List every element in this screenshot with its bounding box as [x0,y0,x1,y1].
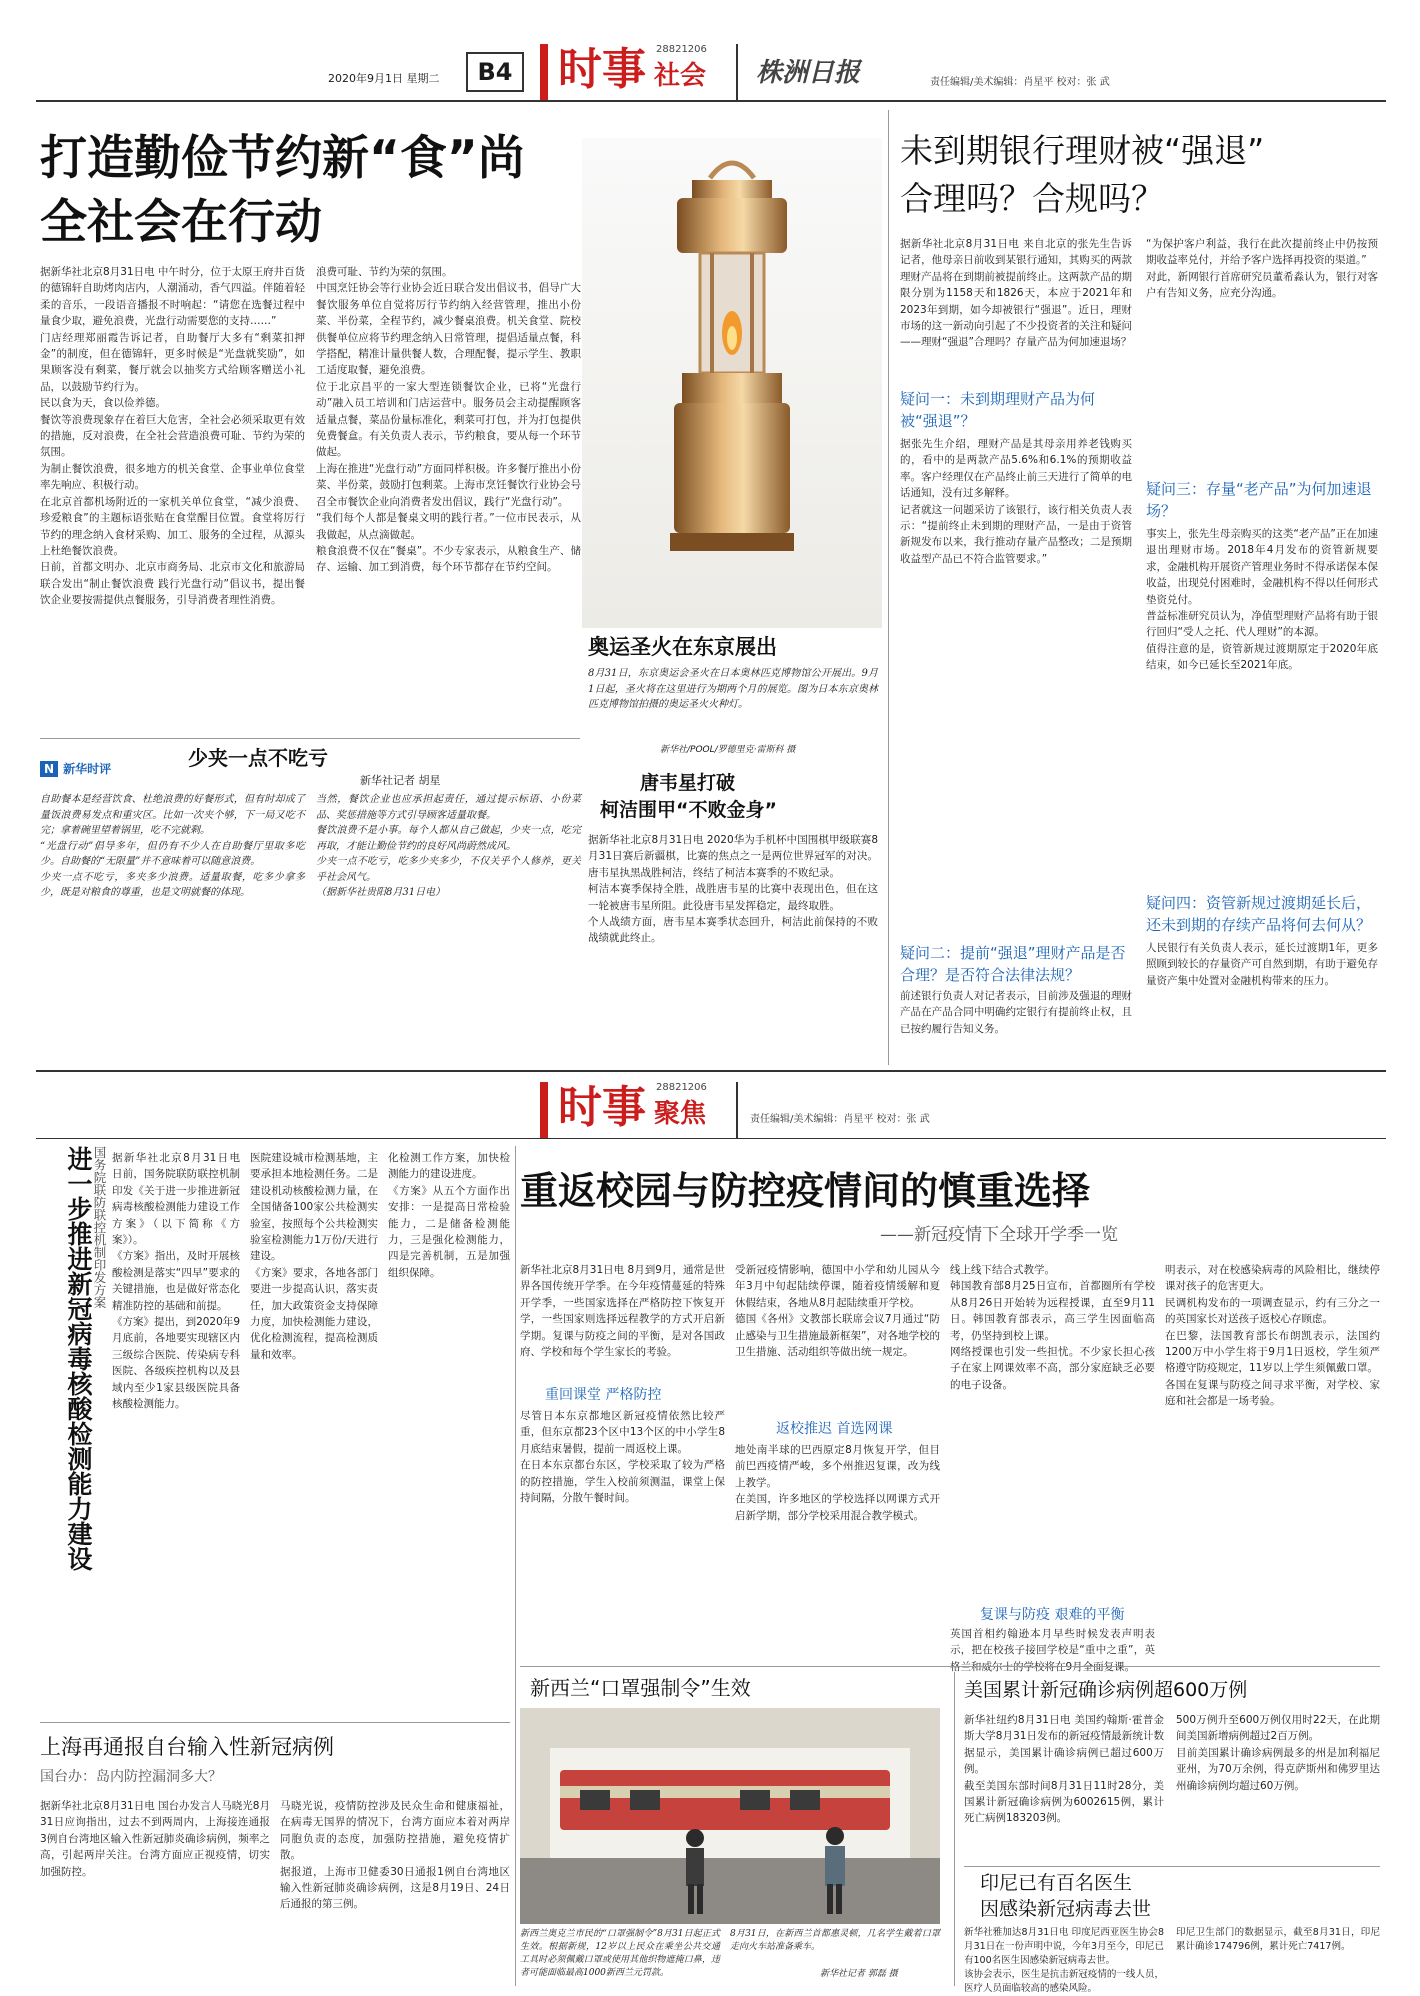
mast-accent-bar [540,44,548,102]
article2-column2c: 人民银行有关负责人表示，延长过渡期1年，更多照顾到较长的存量资产可自然到期，有助于避免存量资产集中处置对金融机构带来的压力。 [1146,942,1378,987]
photo1-credit: 新华社/POOL/罗德里克·雷斯科 摄 [660,745,796,755]
article2-headline-line2: 合理吗？合规吗？ [900,179,1164,218]
article5-column1b: 尽管日本东京都地区新冠疫情依然比较严重，但东京都23个区中13个区的中小学生8月底结束暑假，提前一周返校上课。 在日本东京都台东区，学校采取了较为严格的防控措施，学生入校前须测温，课堂上保持间隔，分散午餐时间。 [520,1410,725,1505]
header2-rule [36,1138,1386,1139]
article5-subheadline: ——新冠疫情下全球开学季一览 [880,1225,1118,1245]
train-station-illustration [520,1708,940,1924]
commentary-byline: 新华社记者 胡星 [360,774,441,787]
commentary-title: 少夹一点不吃亏 [188,746,328,770]
commentary-tag-label: 新华时评 [63,762,112,776]
article2-question1: 疑问一：未到期理财产品为何被“强退”？ [900,390,1096,430]
article2-question3: 疑问三：存量“老产品”为何加速退场？ [1146,480,1372,520]
article4-headline: 上海再通报自台输入性新冠病例 [40,1735,334,1759]
photo1-caption-title: 奥运圣火在东京展出 [588,635,777,659]
news-agency-badge: N [40,761,58,777]
article5-column2: 受新冠疫情影响，德国中小学和幼儿园从今年3月中旬起陆续停课，随着疫情缓解和夏休假结束，各地从8月起陆续重开学校。 德国《各州》文教部长联席会议7月通过“防止感染与卫生措施最新框架”，对各地学校的卫生措施、活动组织等做出统一规定。 [735,1264,940,1359]
article3-column3: 化检测工作方案，加快检测能力的建设进度。 《方案》从五个方面作出安排：一是提高日常检验能力，二是储备检测能力，三是强化检测能力，四是完善机制，五是加强组织保障。 [388,1152,510,1279]
commentary-column2: 当然，餐饮企业也应承担起责任，通过提示标语、小份菜品、奖惩措施等方式引导顾客适量取餐。 餐饮浪费不是小事。每个人都从自己做起，少夹一点，吃完再取，才能让勤俭节约的良好风尚蔚然成风。 少夹一点不吃亏，吃多少夹多少，不仅关乎个人修养，更关乎社会风气。 （据新华社贵阳8月31日电） [316,794,581,898]
article1-headline-line2: 全社会在行动 [40,195,322,250]
article6-rule [520,1666,1380,1667]
new-zealand-train-photo [520,1708,940,1924]
editor2-credit: 责任编辑/美术编辑：肖星平 校对：张 武 [750,1114,930,1125]
commentary-tag [40,758,111,777]
article5-headline: 重返校园与防控疫情间的慎重选择 [520,1169,1091,1213]
section2-title-big: 时事 [558,1082,646,1133]
article5-subhead3: 复课与防疫 艰难的平衡 [980,1607,1125,1623]
article8-column1: 新华社雅加达8月31日电 印度尼西亚医生协会8月31日在一份声明中说，今年3月至今，印尼已有100名医生因感染新冠病毒去世。 该协会表示，医生是抗击新冠疫情的一线人员，医疗人员面临较高的感染风险。 [964,1927,1164,1994]
lantern-illustration [582,138,882,628]
column-separator [515,1146,516,1986]
page-number: B4 [466,52,524,92]
hotline2-number: 28821206 [656,1082,707,1093]
article4-column2: 马晓光说，疫情防控涉及民众生命和健康福祉，在病毒无国界的情况下，台湾方面应本着对两岸同胞负责的态度，加强防控措施，避免疫情扩散。 据报道，上海市卫健委30日通报1例自台湾地区输入性新冠肺炎确诊病例，这是8月19日、24日后通报的第三例。 [280,1800,510,1911]
article5-subhead1: 重回课堂 严格防控 [545,1387,662,1403]
article1-headline-line1: 打造勤俭节约新“食”尚 [40,131,525,186]
section-title-big: 时事 [558,44,646,95]
sports-headline-line1: 唐韦星打破 [640,772,736,794]
section2-title-small: 聚焦 [654,1099,707,1129]
article3-column1: 据新华社北京8月31日电 日前，国务院联防联控机制印发《关于进一步推进新冠病毒核酸检测能力建设工作方案》（以下简称《方案》）。 《方案》指出，及时开展核酸检测是落实“四早”要求的关键措施，也是做好常态化精准防控的基础和前提。 《方案》提出，到2020年9月底前，各地要实现辖区内三级综合医院、传染病专科医院、各级疾控机构以及县域内至少1家县级医院具备核酸检测能力。 [112,1152,240,1411]
column-separator [888,110,889,1065]
article6-caption2: 8月31日，在新西兰首都惠灵顿，几名学生戴着口罩走向火车站准备乘车。 [730,1929,940,1952]
commentary-column1: 自助餐本是经营饮食、杜绝浪费的好餐形式，但有时却成了量饭浪费易发点和重灾区。比如一次夹个够，下一局又吃不完；拿着碗里望着锅里，吃不完就剩。 “光盘行动”倡导多年，但仍有不少人在自助餐厅里取多吃少。自助餐的“无限量”并不意味着可以随意浪费。 少夹一点不吃亏，多夹多少浪费。适量取餐，吃多少拿多少，既是对粮食的尊重，也是文明就餐的体现。 [40,794,305,898]
article6-credit: 新华社记者 郭磊 摄 [820,1969,898,1979]
article5-column2b: 地处南半球的巴西原定8月恢复开学，但目前巴西疫情严峻，多个州推迟复课，改为线上教学。 在美国，许多地区的学校选择以网课方式开启新学期，部分学校采用混合教学模式。 [735,1444,940,1522]
article3-kicker: 国务院联防联控机制印发方案 [92,1146,107,1309]
article2-question4: 疑问四：资管新规过渡期延长后，还未到期的存续产品将何去何从？ [1146,894,1372,934]
header-rule [36,100,1386,102]
article2-question2: 疑问二：提前“强退”理财产品是否合理？是否符合法律法规？ [900,944,1126,984]
article4-subheadline: 国台办：岛内防控漏洞多大？ [40,1769,222,1785]
article2-column2: “为保护客户利益，我行在此次提前终止中仍按预期收益率兑付，并给予客户选择再投资的渠道。” 对此，新网银行首席研究员董希淼认为，银行对客户有告知义务，应充分沟通。 [1146,238,1378,300]
commentary-rule [40,738,580,739]
article2-column1b: 据张先生介绍，理财产品是其母亲用养老钱购买的，看中的是两款产品5.6%和6.1%的预期收益率。客户经理仅在产品终止前三天进行了简单的电话通知，没有过多解释。 记者就这一问题采访了该银行，该行相关负责人表示：“提前终止未到期的理财产品，一是由于资管新规发布以来，我行推动存量产品整改；二是预期收益型产品已不符合监管要求。” [900,438,1132,565]
column-separator [954,1672,955,1986]
article5-column3b: 英国首相约翰逊本月早些时候发表声明表示，把在校孩子接回学校是“重中之重”，英 [950,1628,1155,1657]
article6-headline: 新西兰“口罩强制令”生效 [530,1676,751,1700]
sports-headline-line2: 柯洁围甲“不败金身” [600,799,777,821]
olympic-lantern-photo [582,138,882,628]
article4-column1: 据新华社北京8月31日电 国台办发言人马晓光8月31日应询指出，过去不到两周内，上海接连通报3例自台湾地区输入性新冠肺炎确诊病例，频率之高，引起两岸关注。台湾方面应正视疫情，切实加强防控。 [40,1800,270,1878]
article6-caption1: 新西兰奥克兰市民的“口罩强制令”8月31日起正式生效。根据新规，12岁以上民众在乘坐公共交通工具时必须佩戴口罩或使用其他织物遮掩口鼻，违者可能面临最高1000新西兰元罚款。 [520,1929,720,1978]
article3-column2: 医院建设城市检测基地，主要承担本地检测任务。二是建设机动核酸检测力量，在全国储备100家公共检测实验室，按照每个公共检测实验室检测能力1万份/天进行建设。 《方案》要求，各地各部门要进一步提高认识，落实责任，加大政策资金支持保障力度，加快检测能力建设，优化检测流程，提高检测质量和效率。 [250,1152,378,1361]
article2-column1c: 前述银行负责人对记者表示，目前涉及强退的理财产品在产品合同中明确约定银行有提前终止权，且已按约履行告知义务。 [900,990,1132,1035]
article5-subhead2: 返校推迟 首选网课 [776,1421,893,1437]
sports-body: 据新华社北京8月31日电 2020华为手机杯中国围棋甲级联赛8月31日赛后新疆棋，比赛的焦点之一是两位世界冠军的对决。唐韦星执黑战胜柯洁，终结了柯洁本赛季的不败纪录。 柯洁本赛季保持全胜，战胜唐韦星的比赛中表现出色，但在这一轮被唐韦星所阻。此役唐韦星发挥稳定，最终取胜。 个人战绩方面，唐韦星本赛季状态回升，柯洁此前保持的不败战绩就此终止。 [588,834,878,945]
editor-credit: 责任编辑/美术编辑：肖星平 校对：张 武 [930,77,1110,88]
article8-headline-line1: 印尼已有百名医生 [980,1872,1133,1894]
article5-column4: 明表示，对在校感染病毒的风险相比，继续停课对孩子的危害更大。 民调机构发布的一项调查显示，约有三分之一的英国家长对送孩子返校心存顾虑。 在巴黎，法国教育部长布朗凯表示，法国约1200万中小学生将于9月1日返校，学生须严格遵守防疫规定，11岁以上学生须佩戴口罩。 各国在复课与防疫之间寻求平衡，对学校、家庭和社会都是一场考验。 [1165,1264,1380,1408]
article2-column2b: 事实上，张先生母亲购买的这类“老产品”正在加速退出理财市场。2018年4月发布的资管新规要求，金融机构开展资产管理业务时不得承诺保本保收益，出现兑付困难时，金融机构不得以任何形式垫资兑付。 普益标准研究员认为，净值型理财产品将有助于银行回归“受人之托、代人理财”的本源。 值得注意的是，资管新规过渡期原定于2020年底结束，如今已延长至2021年底。 [1146,528,1378,672]
article8-rule [964,1866,1380,1867]
article2-headline-line1: 未到期银行理财被“强退” [900,131,1265,170]
article7-headline: 美国累计新冠确诊病例超600万例 [964,1679,1248,1701]
photo1-caption: 8月31日，东京奥运会圣火在日本奥林匹克博物馆公开展出。9月1日起，圣火将在这里进行为期两个月的展览。图为日本东京奥林匹克博物馆拍摄的奥运圣火火种灯。 [588,668,878,710]
article7-column2: 500万例升至600万例仅用时22天，在此期间美国新增病例超过2百万例。 目前美国累计确诊病例最多的州是加利福尼亚州，为70万余例，得克萨斯州和佛罗里达州确诊病例均超过60万例。 [1176,1714,1380,1792]
article7-column1: 新华社纽约8月31日电 美国约翰斯·霍普金斯大学8月31日发布的新冠疫情最新统计数据显示，美国累计确诊病例已超过600万例。 截至美国东部时间8月31日11时28分，美国累计新冠确诊病例为6002615例，累计死亡病例183203例。 [964,1714,1164,1825]
article5-column3: 线上线下结合式教学。 韩国教育部8月25日宣布，首都圈所有学校从8月26日开始转为远程授课，直至9月11日。韩国教育部表示，高三学生因面临高考，仍坚持到校上课。 网络授课也引发一些担忧。不少家长担心孩子在家上网课效率不高，部分家庭缺乏必要的电子设备。 [950,1264,1155,1391]
section-title-small: 社会 [654,61,707,91]
article2-column1: 据新华社北京8月31日电 来自北京的张先生告诉记者，他母亲日前收到某银行通知，其购买的两款理财产品将在到期前被提前终止。这两款产品的期限分别为1158天和1826天，本应于2021年和2023年到期，如今却被银行“强退”。近日，理财市场的这一新动向引起了不少投资者的关注和疑问——理财“强退”合理吗？存量产品为何加速退场？ [900,238,1132,349]
article1-column1: 据新华社北京8月31日电 中午时分，位于太原王府井百货的德锦轩自助烤肉店内，人潮涌动，香气四溢。伴随着轻柔的音乐，一段语音播报不时响起：“请您在选餐过程中量食少取，避免浪费，光盘行动需要您的支持……” 门店经理郑丽霞告诉记者，自助餐厅大多有“剩菜扣押金”的制度，但在德锦轩，更多时候是“光盘就奖励”，如果顾客没有剩菜，餐厅就会以抽奖方式给顾客赠送小礼品，以鼓励节约行为。 民以食为天，食以俭养德。 餐饮等浪费现象存在着巨大危害，全社会必须采取更有效的措施，反对浪费，在全社会营造浪费可耻、节约为荣的氛围。 为制止餐饮浪费，很多地方的机关食堂、企事业单位食堂率先响应、积极行动。 在北京首都机场附近的一家机关单位食堂，“减少浪费、珍爱粮食”的主题标语张贴在食堂醒目位置。食堂将厉行节约的理念纳入食材采购、加工、服务的全过程，从源头上杜绝餐饮浪费。 日前，首都文明办、北京市商务局、北京市文化和旅游局联合发出“制止餐饮浪费 践行光盘行动”倡议书，提出餐饮企业要按需提供点餐服务，引导消费者理性消费。 [40,266,305,607]
hotline-number: 28821206 [656,44,707,55]
mast2-accent-bar [540,1082,548,1138]
section-divider-rule [36,1070,1386,1072]
paper-name: 株洲日报 [756,58,861,88]
article8-headline-line2: 因感染新冠病毒去世 [980,1898,1152,1920]
mast-divider [736,44,738,102]
article3-vertical-headline: 进一步推进新冠病毒核酸检测能力建设 [64,1146,93,1571]
article1-column2: 浪费可耻、节约为荣的氛围。 中国烹饪协会等行业协会近日联合发出倡议书，倡导广大餐饮服务单位自觉将厉行节约纳入经营管理，推出小份菜、半份菜，全程节约，减少餐桌浪费。机关食堂、院校供餐单位应将节约理念纳入日常管理，提倡适量点餐，科学搭配，精准计量供餐人数，合理配餐，提示学生、教职工适度取餐，避免浪费。 位于北京昌平的一家大型连锁餐饮企业，已将“光盘行动”融入员工培训和门店运营中。服务员会主动提醒顾客适量点餐，菜品份量标准化，剩菜可打包，并为打包提供免费餐盒。有关负责人表示，节约粮食，要从每一个环节做起。 上海在推进“光盘行动”方面同样积极。许多餐厅推出小份菜、半份菜，鼓励打包剩菜。上海市烹饪餐饮行业协会号召全市餐饮企业向消费者发出倡议，践行“光盘行动”。 “我们每个人都是餐桌文明的践行者。”一位市民表示，从我做起，从点滴做起。 粮食浪费不仅在“餐桌”。不少专家表示，从粮食生产、储存、运输、加工到消费，每个环节都存在节约空间。 [316,266,581,574]
article4-rule [40,1722,510,1723]
article5-column1: 新华社北京8月31日电 8月到9月，通常是世界各国传统开学季。在今年疫情蔓延的特殊开学季，一些国家选择在严格防控下恢复开学，一些国家则选择远程教学的方式开启新学期。复课与防疫之间的平衡，是对各国政府、学校和每个学生家长的考验。 [520,1264,725,1359]
mast2-divider [736,1082,738,1138]
page-date: 2020年9月1日 星期二 [328,72,440,85]
article8-column2: 印尼卫生部门的数据显示，截至8月31日，印尼累计确诊174796例，累计死亡7417例。 [1176,1927,1380,1952]
